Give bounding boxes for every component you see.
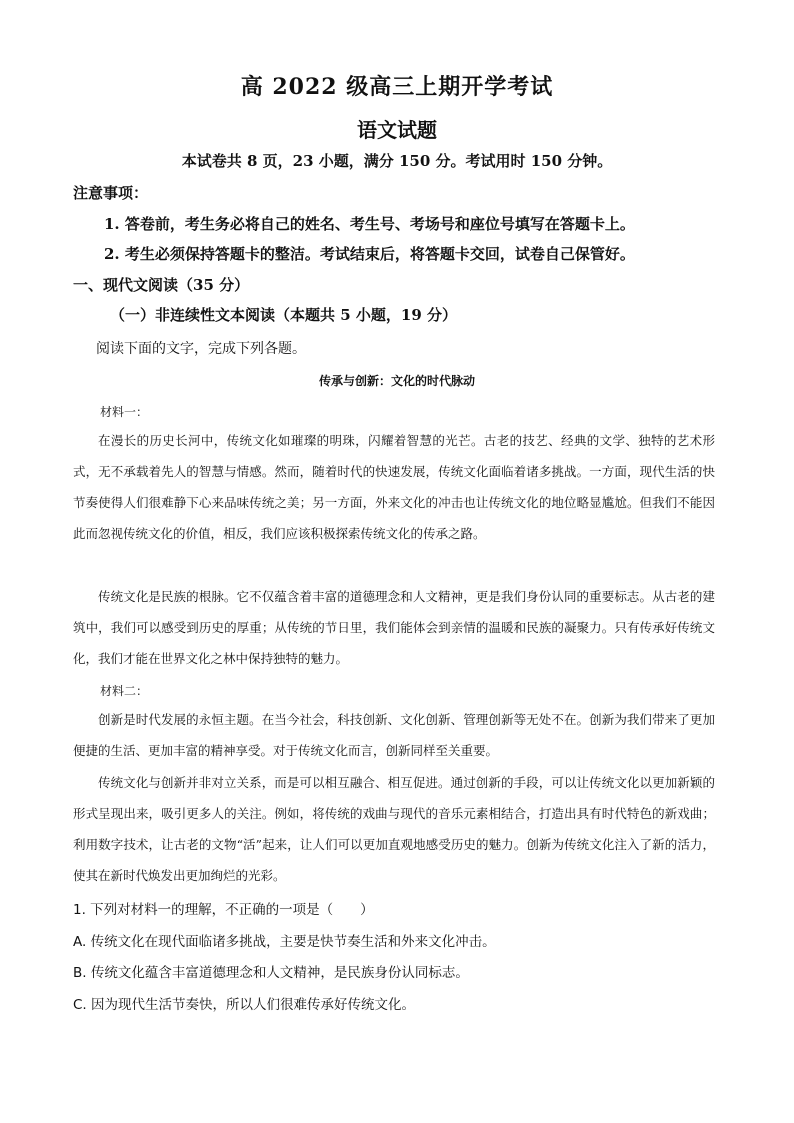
question-option-b: B. 传统文化蕴含丰富道德理念和人文精神，是民族身份认同标志。	[73, 965, 469, 981]
question-option-a: A. 传统文化在现代面临诸多挑战，主要是快节奏生活和外来文化冲击。	[73, 934, 496, 950]
section-title: 一、现代文阅读（35 分）	[73, 276, 250, 294]
subsection-title: （一）非连续性文本阅读（本题共 5 小题，19 分）	[110, 306, 457, 324]
exam-info: 本试卷共 8 页，23 小题，满分 150 分。考试用时 150 分钟。	[181, 152, 613, 170]
article-paragraph: 传统文化与创新并非对立关系，而是可以相互融合、相互促进。通过创新的手段，可以让传统文化以更加新颖的形式呈现出来，吸引更多人的关注。例如，将传统的戏曲与现代的音乐元素相结合，打造出具有时代特色的新戏曲；利用数字技术，让古老的文物“活”起来，让人们可以更加直观地感受历史的魅力。创新为传统文化注入了新的活力，使其在新时代焕发出更加绚烂的光彩。	[73, 775, 715, 883]
exam-title: 高 2022 级高三上期开学考试	[240, 74, 554, 100]
material-1-label: 材料一：	[100, 405, 149, 419]
article-paragraph: 在漫长的历史长河中，传统文化如璀璨的明珠，闪耀着智慧的光芒。古老的技艺、经典的文学、独特的艺术形式，无不承载着先人的智慧与情感。然而，随着时代的快速发展，传统文化面临着诸多挑战。一方面，现代生活的快节奏使得人们很难静下心来品味传统之美；另一方面，外来文化的冲击也让传统文化的地位略显尴尬。但我们不能因此而忽视传统文化的价值，相反，我们应该积极探索传统文化的传承之路。	[73, 433, 715, 541]
article-paragraph: 传统文化是民族的根脉。它不仅蕴含着丰富的道德理念和人文精神，更是我们身份认同的重要标志。从古老的建筑中，我们可以感受到历史的厚重；从传统的节日里，我们能体会到亲情的温暖和民族的凝聚力。只有传承好传统文化，我们才能在世界文化之林中保持独特的魅力。	[73, 589, 715, 666]
question-stem: 1. 下列对材料一的理解，不正确的一项是（ ）	[73, 902, 374, 918]
reading-instruction: 阅读下面的文字，完成下列各题。	[96, 341, 306, 357]
article-title: 传承与创新：文化的时代脉动	[318, 374, 475, 388]
notice-title: 注意事项：	[73, 184, 149, 202]
exam-subtitle: 语文试题	[357, 118, 437, 142]
article-paragraph: 创新是时代发展的永恒主题。在当今社会，科技创新、文化创新、管理创新等无处不在。创新为我们带来了更加便捷的生活、更加丰富的精神享受。对于传统文化而言，创新同样至关重要。	[73, 712, 715, 758]
material-2-label: 材料二：	[100, 684, 149, 698]
notice-item: 1. 答卷前，考生务必将自己的姓名、考生号、考场号和座位号填写在答题卡上。	[104, 215, 635, 233]
notice-item: 2. 考生必须保持答题卡的整洁。考试结束后，将答题卡交回，试卷自己保管好。	[104, 245, 635, 263]
question-option-c: C. 因为现代生活节奏快，所以人们很难传承好传统文化。	[73, 997, 416, 1013]
